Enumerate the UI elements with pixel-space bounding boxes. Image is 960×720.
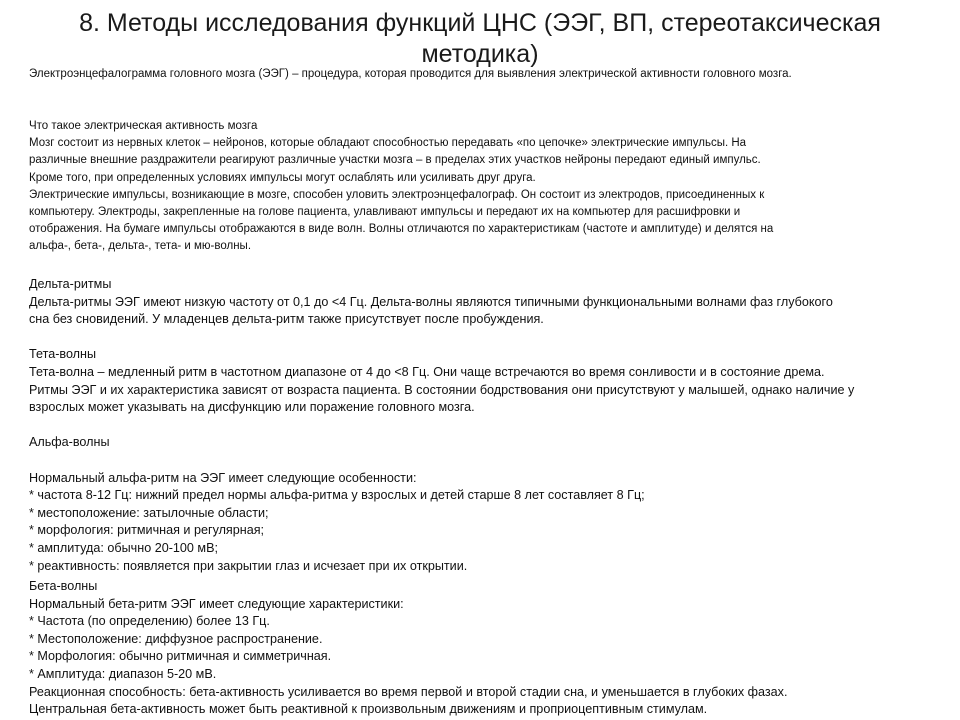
section-heading-delta: Дельта-ритмы — [29, 277, 112, 291]
text-line: различные внешние раздражители реагируют различные участки мозга – в пределах этих участков нейроны передают единый импульс. — [29, 154, 761, 167]
section-heading-alpha: Альфа-волны — [29, 435, 110, 450]
text-line: Кроме того, при определенных условиях импульсы могут ослаблять или усиливать друг друга. — [29, 171, 536, 184]
text-line: Электрические импульсы, возникающие в мозге, способен уловить электроэнцефалограф. Он состоит из электродов, присоединенных к — [29, 188, 765, 201]
list-item: * реактивность: появляется при закрытии глаз и исчезает при их открытии. — [29, 558, 468, 573]
text-line: взрослых может указывать на дисфункцию или поражение головного мозга. — [29, 400, 475, 415]
wave-sections — [29, 276, 929, 719]
text-line: Дельта-ритмы ЭЭГ имеют низкую частоту от 0,1 до <4 Гц. Дельта-волны являются типичными функциональными волнами фаз глубокого — [29, 294, 833, 309]
text-line: Нормальный бета-ритм ЭЭГ имеет следующие характеристики: — [29, 596, 404, 611]
list-item: * Частота (по определению) более 13 Гц. — [29, 614, 270, 629]
text-line: Ритмы ЭЭГ и их характеристика зависят от возраста пациента. В состоянии бодрствования они присутствуют у малышей, однако наличие у — [29, 382, 855, 397]
section-heading: Что такое электрическая активность мозга — [29, 120, 258, 132]
section-electrical-activity — [29, 118, 929, 256]
list-item: * амплитуда: обычно 20-100 мВ; — [29, 540, 218, 555]
text-line: Центральная бета-активность может быть реактивной к произвольным движениям и проприоцептивным стимулам. — [29, 702, 708, 717]
page-title: 8. Методы исследования функций ЦНС (ЭЭГ, ВП, стереотаксическая методика) — [79, 9, 881, 68]
text-line: Нормальный альфа-ритм на ЭЭГ имеет следующие особенности: — [29, 470, 417, 485]
text-line: Тета-волна – медленный ритм в частотном диапазоне от 4 до <8 Гц. Они чаще встречаются во время сонливости и в состояние дрема. — [29, 364, 825, 379]
intro-paragraph: Электроэнцефалограмма головного мозга (ЭЭГ) – процедура, которая проводится для выявления электрической активности головного мозга. — [29, 68, 792, 80]
text-line: Реакционная способность: бета-активность усиливается во время первой и второй стадии сна, и уменьшается в глубоких фазах. — [29, 684, 788, 699]
section-heading-beta: Бета-волны — [29, 579, 98, 594]
text-line: альфа-, бета-, дельта-, тета- и мю-волны. — [29, 240, 252, 253]
list-item: * местоположение: затылочные области; — [29, 505, 269, 520]
list-item: * частота 8-12 Гц: нижний предел нормы альфа-ритма у взрослых и детей старше 8 лет составляет 8 Гц; — [29, 488, 645, 503]
list-item: * Амплитуда: диапазон 5-20 мВ. — [29, 667, 217, 682]
text-line: компьютеру. Электроды, закрепленные на голове пациента, улавливают импульсы и передают их на компьютер для расшифровки и — [29, 206, 741, 219]
text-line: отображения. На бумаге импульсы отображаются в виде волн. Волны отличаются по характеристикам (частоте и амплитуде) и делятся на — [29, 223, 774, 236]
list-item: * Местоположение: диффузное распространение. — [29, 631, 323, 646]
text-line: Мозг состоит из нервных клеток – нейронов, которые обладают способностью передавать «по цепочке» электрические импульсы. На — [29, 137, 747, 150]
list-item: * морфология: ритмичная и регулярная; — [29, 523, 265, 538]
text-line: сна без сновидений. У младенцев дельта-ритм также присутствует после пробуждения. — [29, 312, 544, 327]
list-item: * Морфология: обычно ритмичная и симметричная. — [29, 649, 332, 664]
section-heading-theta: Тета-волны — [29, 347, 97, 362]
